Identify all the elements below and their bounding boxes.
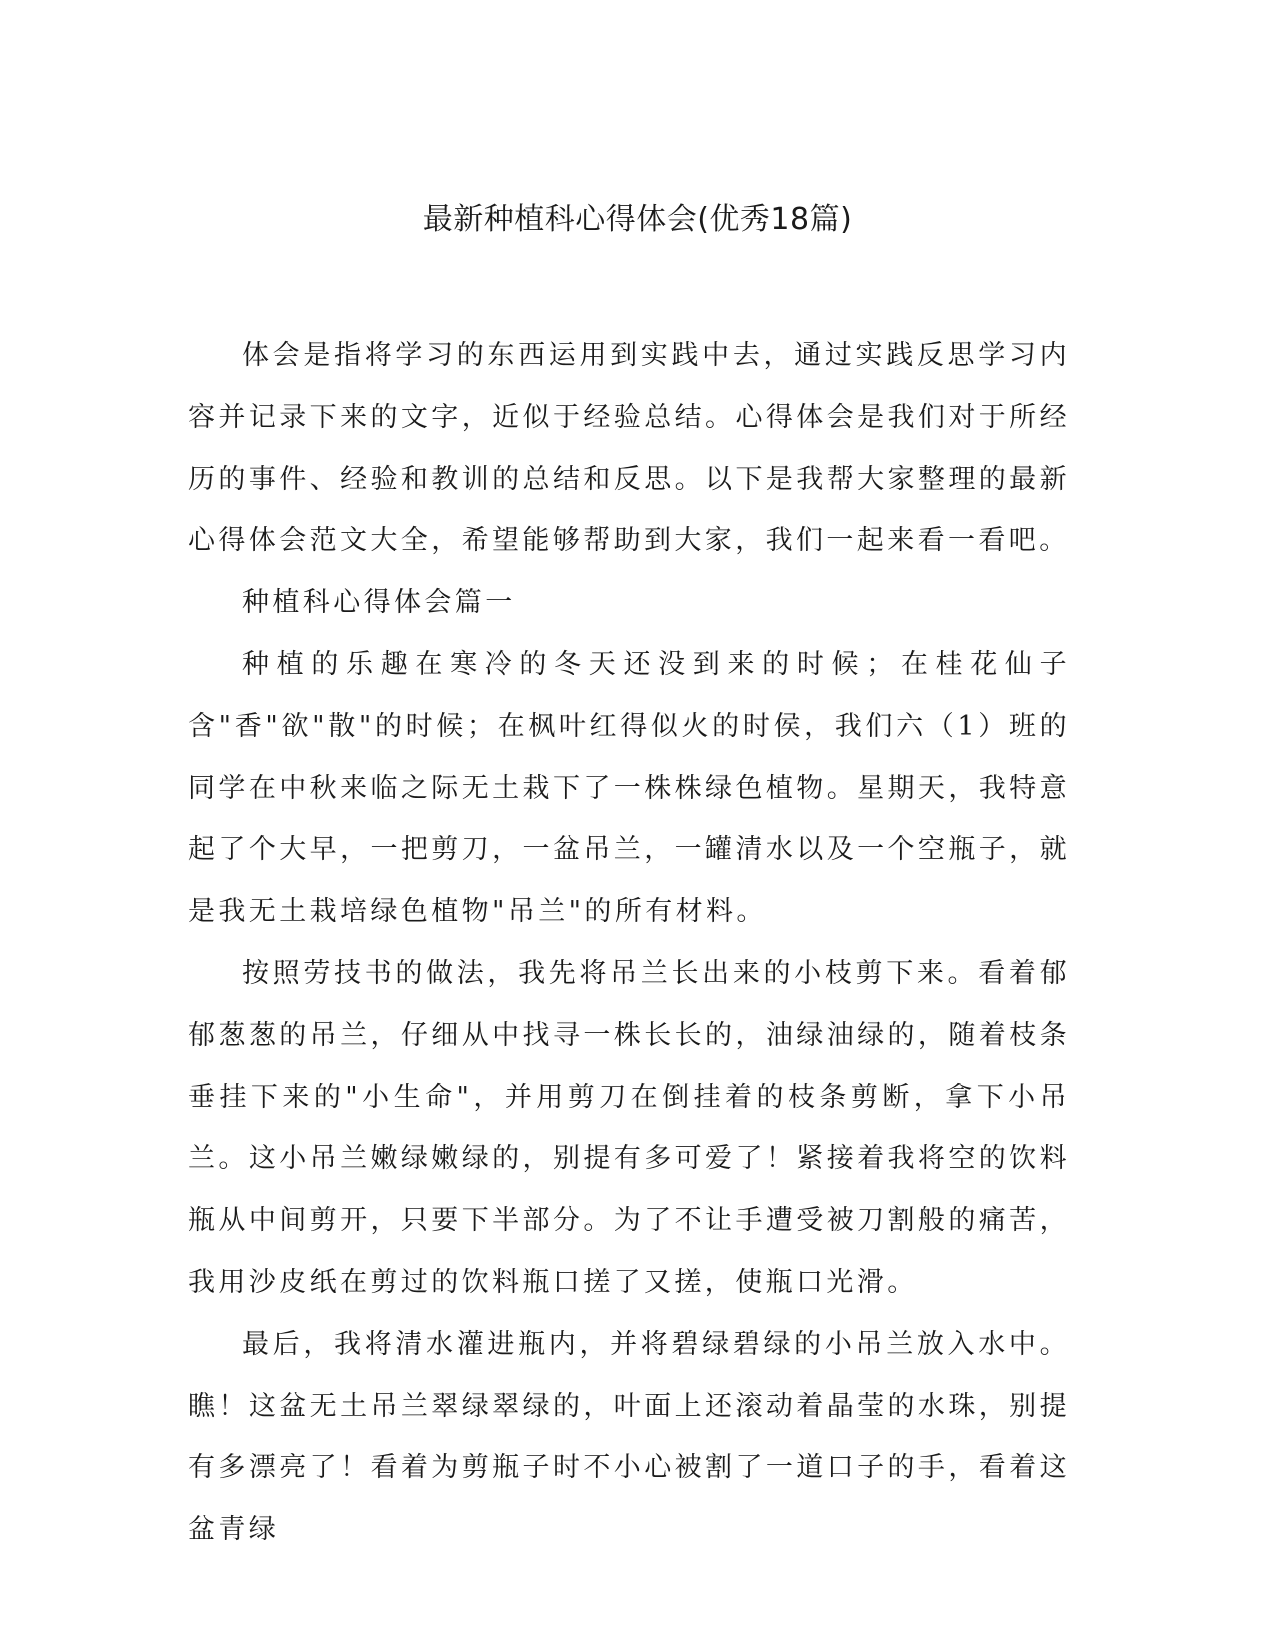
paragraph-intro: 体会是指将学习的东西运用到实践中去，通过实践反思学习内容并记录下来的文字，近似于经验总结。心得体会是我们对于所经历的事件、经验和教训的总结和反思。以下是我帮大家整理的最新心得体会范文大全，希望能够帮助到大家，我们一起来看一看吧。 xyxy=(188,340,1070,557)
section-heading: 种植科心得体会篇一 xyxy=(242,587,516,619)
document-title: 最新种植科心得体会(优秀18篇) xyxy=(422,202,853,237)
paragraph: 按照劳技书的做法，我先将吊兰长出来的小枝剪下来。看着郁郁葱葱的吊兰，仔细从中找寻一株长长的，油绿油绿的，随着枝条垂挂下来的"小生命"，并用剪刀在倒挂着的枝条剪断，拿下小吊兰。这小吊兰嫩绿嫩绿的，别提有多可爱了！紧接着我将空的饮料瓶从中间剪开，只要下半部分。为了不让手遭受被刀割般的痛苦，我用沙皮纸在剪过的饮料瓶口搓了又搓，使瓶口光滑。 xyxy=(188,957,1070,1298)
paragraph: 最后，我将清水灌进瓶内，并将碧绿碧绿的小吊兰放入水中。瞧！这盆无土吊兰翠绿翠绿的，叶面上还滚动着晶莹的水珠，别提有多漂亮了！看着为剪瓶子时不小心被割了一道口子的手，看着这盆青绿 xyxy=(188,1328,1070,1546)
paragraph: 种植的乐趣在寒冷的冬天还没到来的时候；在桂花仙子含"香"欲"散"的时候；在枫叶红得似火的时侯，我们六（1）班的同学在中秋来临之际无土栽下了一株株绿色植物。星期天，我特意起了个大早，一把剪刀，一盆吊兰，一罐清水以及一个空瓶子，就是我无土栽培绿色植物"吊兰"的所有材料。 xyxy=(188,648,1070,928)
document-body xyxy=(188,325,1070,1561)
